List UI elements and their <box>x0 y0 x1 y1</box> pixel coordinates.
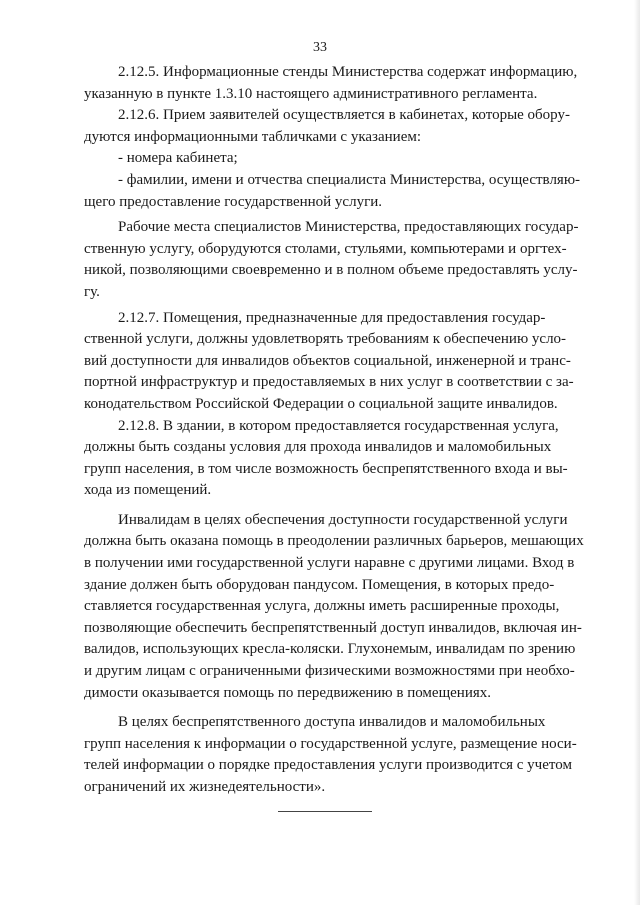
paragraph-line: должна быть оказана помощь в преодолении различных барьеров, мешающих <box>84 533 584 550</box>
paragraph-line: конодательством Российской Федерации о социальной защите инвалидов. <box>84 395 558 412</box>
paragraph-line: ограничений их жизнедеятельности». <box>84 779 326 795</box>
paragraph-information-access <box>84 712 585 798</box>
paragraph-line: 2.12.5. Информационные стенды Министерства содержат информацию, <box>118 64 578 80</box>
paragraph-2-12-5 <box>84 62 585 105</box>
scan-edge-shadow <box>634 0 640 905</box>
document-body <box>84 62 585 799</box>
paragraph-invalids-assistance <box>84 510 585 704</box>
paragraph-line: Рабочие места специалистов Министерства, предоставляющих государ- <box>118 219 579 236</box>
closing-divider-line <box>278 811 372 812</box>
paragraph-line: позволяющие обеспечить беспрепятственный доступ инвалидов, включая ин- <box>84 619 582 636</box>
paragraph-line: телей информации о порядке предоставления услуги производится с учетом <box>84 757 572 774</box>
paragraph-line: валидов, использующих кресла-коляски. Глухонемым, инвалидам по зрению <box>84 641 576 658</box>
paragraph-line: 2.12.8. В здании, в котором предоставляется государственная услуга, <box>118 417 559 434</box>
paragraph-line: и другим лицам с ограниченными физическими возможностями при необхо- <box>84 663 575 680</box>
paragraph-line: ственной услуги, должны удовлетворять требованиям к обеспечению усло- <box>84 331 567 348</box>
paragraph-line: групп населения к информации о государственной услуге, размещение носи- <box>84 735 577 752</box>
paragraph-line: вий доступности для инвалидов объектов социальной, инженерной и транс- <box>84 352 571 369</box>
paragraph-2-12-8 <box>84 416 585 502</box>
paragraph-line: Инвалидам в целях обеспечения доступности государственной услуги <box>118 511 568 528</box>
paragraph-line: гу. <box>84 283 100 300</box>
paragraph-line: хода из помещений. <box>84 482 212 499</box>
paragraph-line: должны быть созданы условия для прохода инвалидов и маломобильных <box>84 439 552 456</box>
paragraph-line: В целях беспрепятственного доступа инвалидов и маломобильных <box>118 714 546 731</box>
paragraph-line: никой, позволяющими своевременно и в полном объеме предоставлять услу- <box>84 262 578 279</box>
paragraph-line: димости оказывается помощь по передвижению в помещениях. <box>84 684 491 701</box>
paragraph-line: 2.12.6. Прием заявителей осуществляется в кабинетах, которые обору- <box>118 107 570 124</box>
paragraph-line: 2.12.7. Помещения, предназначенные для предоставления государ- <box>118 309 546 326</box>
paragraph-line: - фамилии, имени и отчества специалиста Министерства, осуществляю- <box>118 171 581 188</box>
paragraph-2-12-6 <box>84 105 585 148</box>
paragraph-line: ставляется государственная услуга, должны иметь расширенные проходы, <box>84 598 560 615</box>
page-number: 33 <box>313 40 327 55</box>
paragraph-line: - номера кабинета; <box>118 150 238 167</box>
paragraph-line: щего предоставление государственной услуги. <box>84 193 383 210</box>
paragraph-workplaces <box>84 217 585 303</box>
paragraph-line: портной инфраструктур и предоставляемых в них услуг в соответствии с за- <box>84 374 574 391</box>
paragraph-line: ственную услугу, оборудуются столами, стульями, компьютерами и оргтех- <box>84 240 567 257</box>
paragraph-line: в получении ими государственной услуги наравне с другими лицами. Вход в <box>84 555 575 572</box>
list-item-specialist-name <box>84 170 585 213</box>
list-item-room-number <box>118 148 585 170</box>
paragraph-line: дуются информационными табличками с указанием: <box>84 128 422 145</box>
paragraph-line: здание должен быть оборудован пандусом. Помещения, в которых предо- <box>84 576 555 593</box>
paragraph-line: указанную в пункте 1.3.10 настоящего административного регламента. <box>84 85 538 102</box>
paragraph-line: групп населения, в том числе возможность беспрепятственного входа и вы- <box>84 460 568 477</box>
paragraph-2-12-7 <box>84 308 585 416</box>
